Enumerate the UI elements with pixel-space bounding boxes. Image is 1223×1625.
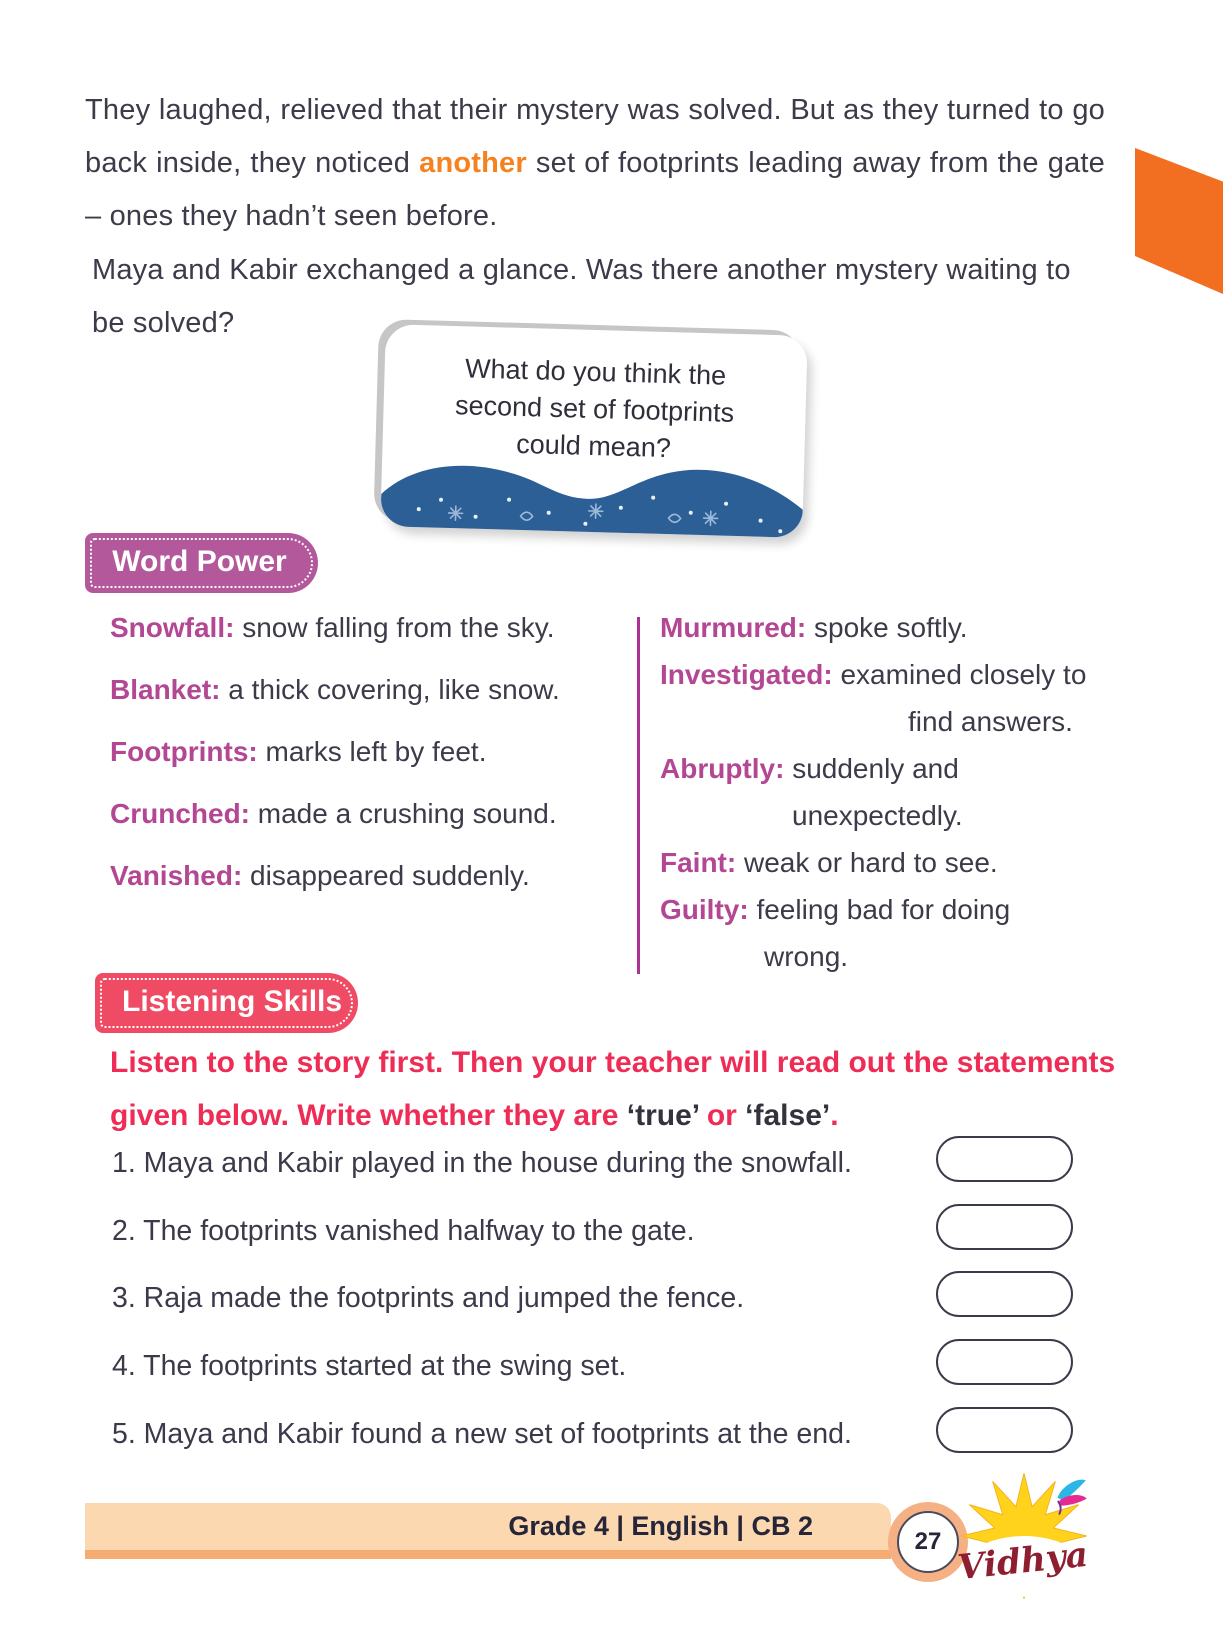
definition-text: examined closely to bbox=[832, 659, 1087, 690]
definition-text: weak or hard to see. bbox=[736, 847, 998, 878]
definition-text-wrap: find answers. bbox=[908, 706, 1073, 737]
statement-1: 1. Maya and Kabir played in the house during the snowfall. bbox=[112, 1147, 852, 1179]
word-entry bbox=[110, 783, 620, 845]
bubble-question bbox=[382, 324, 808, 471]
story-paragraph-2: Maya and Kabir exchanged a glance. Was there another mystery waiting to be solved? bbox=[92, 254, 1071, 339]
bubble-line-2: second set of footprints bbox=[454, 390, 735, 428]
term-label: Murmured: bbox=[660, 612, 807, 643]
word-entry bbox=[660, 745, 1135, 839]
definition-text: a thick covering, like snow. bbox=[220, 674, 560, 705]
logo-wordmark: Vidhya bbox=[955, 1534, 1090, 1589]
orange-ribbon-decoration bbox=[1135, 148, 1223, 294]
answer-box-2[interactable] bbox=[936, 1204, 1073, 1250]
story-paragraph-1 bbox=[85, 84, 1105, 243]
footer-label: Grade 4 | English | CB 2 bbox=[508, 1511, 813, 1541]
term-label: Snowfall: bbox=[110, 612, 235, 643]
bubble-line-1: What do you think the bbox=[464, 353, 727, 391]
word-power-right-column bbox=[660, 604, 1135, 980]
instruction-part-1: Listen to the story first. Then your teacher will read out the statements given below. Write whether they are bbox=[110, 1046, 1116, 1132]
listening-skills-badge bbox=[95, 973, 358, 1033]
statement-3: 3. Raja made the footprints and jumped the fence. bbox=[112, 1282, 745, 1314]
listening-skills-title: Listening Skills bbox=[100, 978, 353, 1028]
definition-text: snow falling from the sky. bbox=[234, 612, 555, 643]
word-entry bbox=[110, 659, 620, 721]
statement-5: 5. Maya and Kabir found a new set of footprints at the end. bbox=[112, 1418, 852, 1450]
statement-2: 2. The footprints vanished halfway to the gate. bbox=[112, 1215, 695, 1247]
term-label: Blanket: bbox=[110, 674, 221, 705]
word-power-badge bbox=[85, 533, 318, 593]
term-label: Guilty: bbox=[660, 894, 749, 925]
definition-text-wrap: unexpectedly. bbox=[792, 800, 963, 831]
false-word: ‘false’ bbox=[745, 1099, 831, 1132]
word-power-left-column bbox=[110, 597, 620, 907]
word-entry bbox=[110, 597, 620, 659]
story-text-before: They laughed, relieved that their mystery was solved. But as they turned to go back inside, they noticed bbox=[85, 94, 1105, 179]
term-label: Crunched: bbox=[110, 798, 250, 829]
word-entry bbox=[110, 721, 620, 783]
page-number: 27 bbox=[897, 1511, 959, 1573]
answer-box-5[interactable] bbox=[936, 1407, 1073, 1453]
word-entry bbox=[660, 839, 1135, 886]
answer-box-4[interactable] bbox=[936, 1339, 1073, 1385]
word-entry bbox=[660, 651, 1135, 745]
term-label: Investigated: bbox=[660, 659, 833, 690]
word-entry bbox=[660, 886, 1135, 980]
answer-box-3[interactable] bbox=[936, 1271, 1073, 1317]
highlight-word-another: another bbox=[419, 147, 527, 179]
bubble-line-3: could mean? bbox=[515, 428, 672, 464]
term-label: Faint: bbox=[660, 847, 737, 878]
true-word: ‘true’ bbox=[626, 1099, 699, 1132]
definition-text: made a crushing sound. bbox=[250, 798, 557, 829]
statement-4: 4. The footprints started at the swing set. bbox=[112, 1350, 627, 1382]
definition-text: feeling bad for doing bbox=[748, 894, 1011, 925]
definition-text: marks left by feet. bbox=[257, 736, 487, 767]
vidhya-logo bbox=[938, 1466, 1110, 1600]
answer-box-1[interactable] bbox=[936, 1136, 1073, 1182]
footer-strip bbox=[85, 1550, 891, 1559]
term-label: Vanished: bbox=[110, 860, 243, 891]
word-entry bbox=[110, 845, 620, 907]
word-entry bbox=[660, 604, 1135, 651]
listening-instruction bbox=[110, 1036, 1160, 1142]
or-word: or bbox=[698, 1099, 746, 1132]
footer-bar bbox=[85, 1503, 891, 1550]
term-label: Abruptly: bbox=[660, 753, 785, 784]
definition-text: disappeared suddenly. bbox=[242, 860, 530, 891]
term-label: Footprints: bbox=[110, 736, 258, 767]
definition-text: suddenly and bbox=[784, 753, 959, 784]
instruction-period: . bbox=[830, 1099, 839, 1132]
word-power-title: Word Power bbox=[90, 538, 313, 588]
definition-text: spoke softly. bbox=[806, 612, 968, 643]
definition-text-wrap: wrong. bbox=[764, 941, 849, 972]
story-text-after: set of footprints leading away from the gate – ones they hadn’t seen before. bbox=[85, 147, 1105, 232]
thought-bubble bbox=[380, 324, 807, 538]
column-divider bbox=[637, 617, 640, 974]
